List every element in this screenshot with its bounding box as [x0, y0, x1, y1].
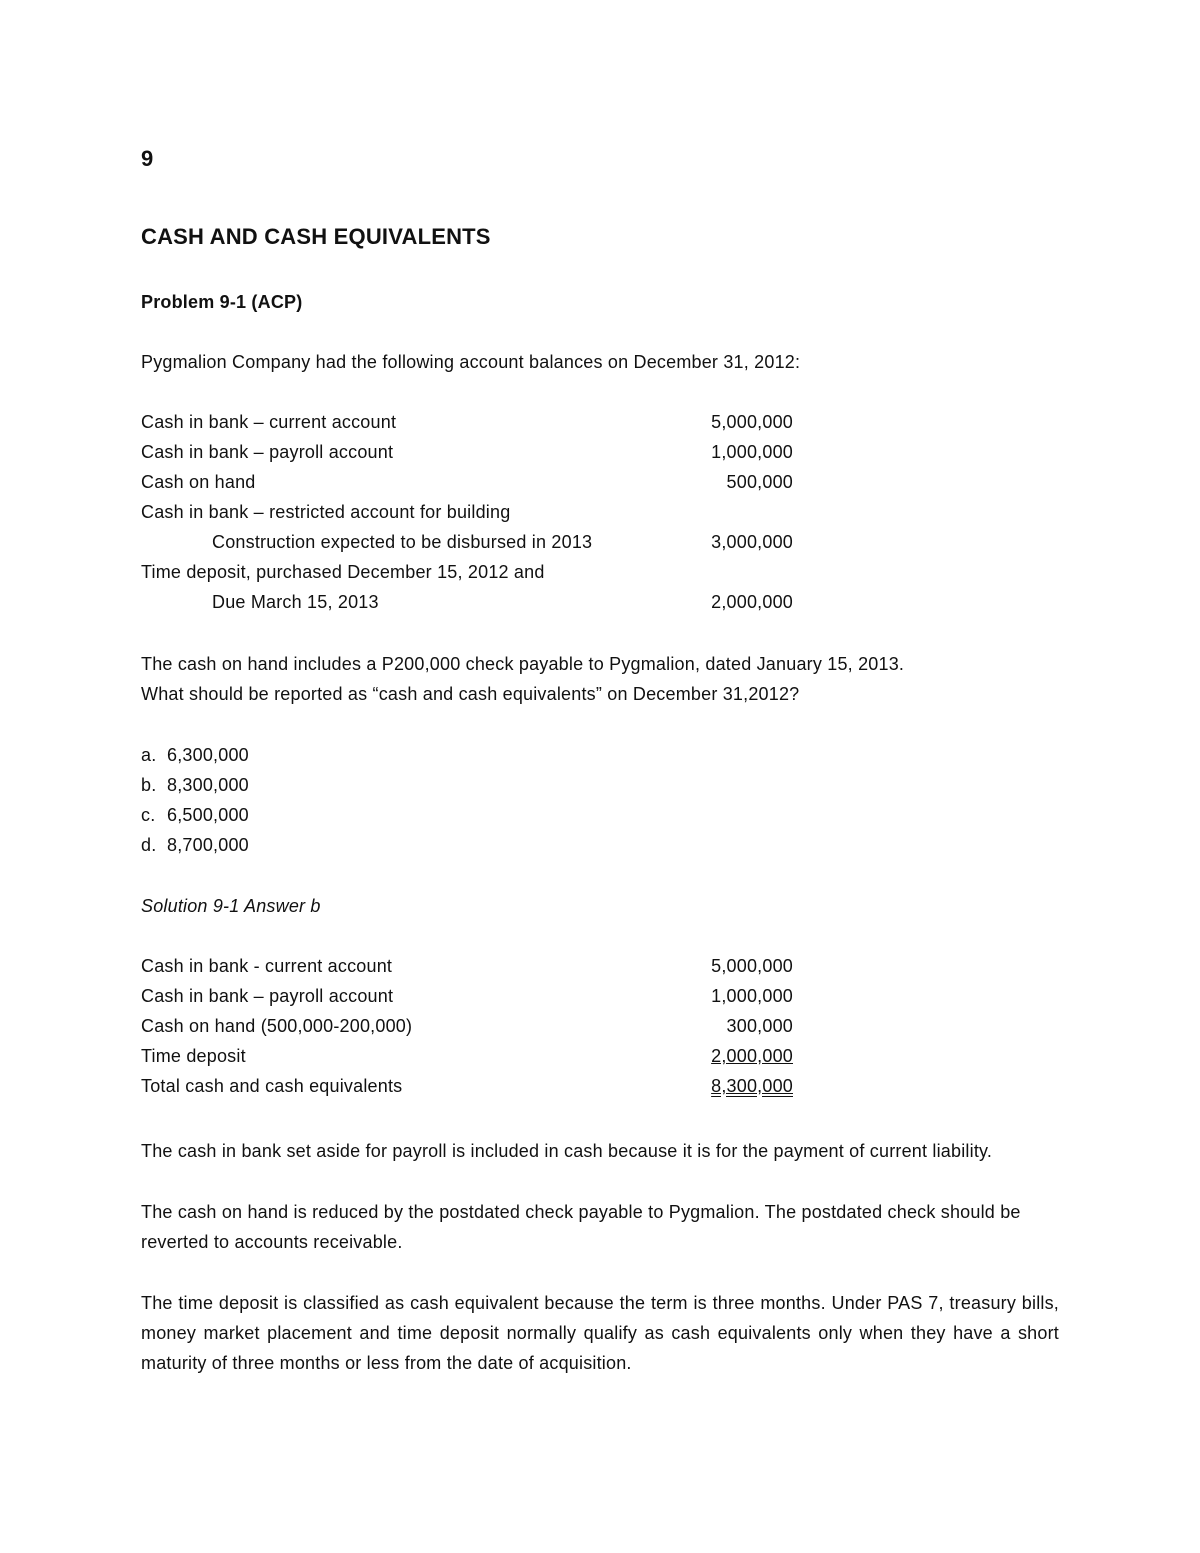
balance-label-continued: Construction expected to be disbursed in 2013	[212, 532, 593, 552]
chapter-number: 9	[141, 146, 154, 171]
choice-letter: a.	[141, 745, 157, 765]
problem-intro: Pygmalion Company had the following account balances on December 31, 2012:	[141, 352, 801, 372]
solution-row-amount: 1,000,000	[711, 986, 793, 1006]
balance-label-continued: Due March 15, 2013	[212, 592, 379, 612]
solution-row-label: Cash in bank - current account	[141, 956, 393, 976]
balance-amount: 1,000,000	[711, 442, 793, 462]
choice-value: 6,500,000	[167, 805, 249, 825]
answer-choice	[141, 745, 249, 766]
chapter-title: CASH AND CASH EQUIVALENTS	[141, 224, 491, 249]
explanation-paragraph: The cash in bank set aside for payroll is included in cash because it is for the payment of current liability.	[141, 1141, 993, 1161]
choice-letter: b.	[141, 775, 157, 795]
solution-total-label: Total cash and cash equivalents	[141, 1076, 403, 1096]
balance-amount: 2,000,000	[711, 592, 793, 612]
solution-total-amount-cell	[640, 1076, 793, 1097]
choice-letter: c.	[141, 805, 156, 825]
solution-row-label: Cash on hand (500,000-200,000)	[141, 1016, 413, 1036]
solution-row-amount: 300,000	[726, 1016, 793, 1036]
solution-row-label: Cash in bank – payroll account	[141, 986, 394, 1006]
balance-amount: 3,000,000	[711, 532, 793, 552]
explanation-paragraph: The cash on hand is reduced by the postdated check payable to Pygmalion. The postdated check should be reverted to accounts receivable.	[141, 1202, 1021, 1252]
balance-label: Cash in bank – payroll account	[141, 442, 394, 462]
explanation-paragraph: The time deposit is classified as cash equivalent because the term is three months. Under PAS 7, treasury bills, money market placement and time deposit normally qualify as cash equivalents only when they have a short maturity of three months or less from the date of acquisition.	[141, 1293, 1059, 1373]
problem-title: Problem 9-1 (ACP)	[141, 292, 303, 312]
balance-label: Cash on hand	[141, 472, 256, 492]
choice-value: 6,300,000	[167, 745, 249, 765]
solution-row-amount: 2,000,000	[711, 1046, 793, 1066]
balance-label: Cash in bank – current account	[141, 412, 397, 432]
balance-label: Time deposit, purchased December 15, 2012 and	[141, 562, 545, 582]
solution-total-amount: 8,300,000	[711, 1076, 793, 1096]
problem-question: What should be reported as “cash and cash equivalents” on December 31,2012?	[141, 684, 800, 704]
choice-letter: d.	[141, 835, 157, 855]
problem-note: The cash on hand includes a P200,000 check payable to Pygmalion, dated January 15, 2013.	[141, 654, 905, 674]
answer-choice	[141, 775, 249, 796]
solution-row-amount: 5,000,000	[711, 956, 793, 976]
balance-amount: 500,000	[726, 472, 793, 492]
choice-value: 8,700,000	[167, 835, 249, 855]
answer-choice	[141, 805, 249, 826]
solution-row-label: Time deposit	[141, 1046, 246, 1066]
solution-title: Solution 9-1 Answer b	[141, 896, 321, 916]
balance-amount: 5,000,000	[711, 412, 793, 432]
solution-row-amount-cell	[640, 1046, 793, 1067]
balance-label: Cash in bank – restricted account for building	[141, 502, 511, 522]
answer-choice	[141, 835, 249, 856]
choice-value: 8,300,000	[167, 775, 249, 795]
